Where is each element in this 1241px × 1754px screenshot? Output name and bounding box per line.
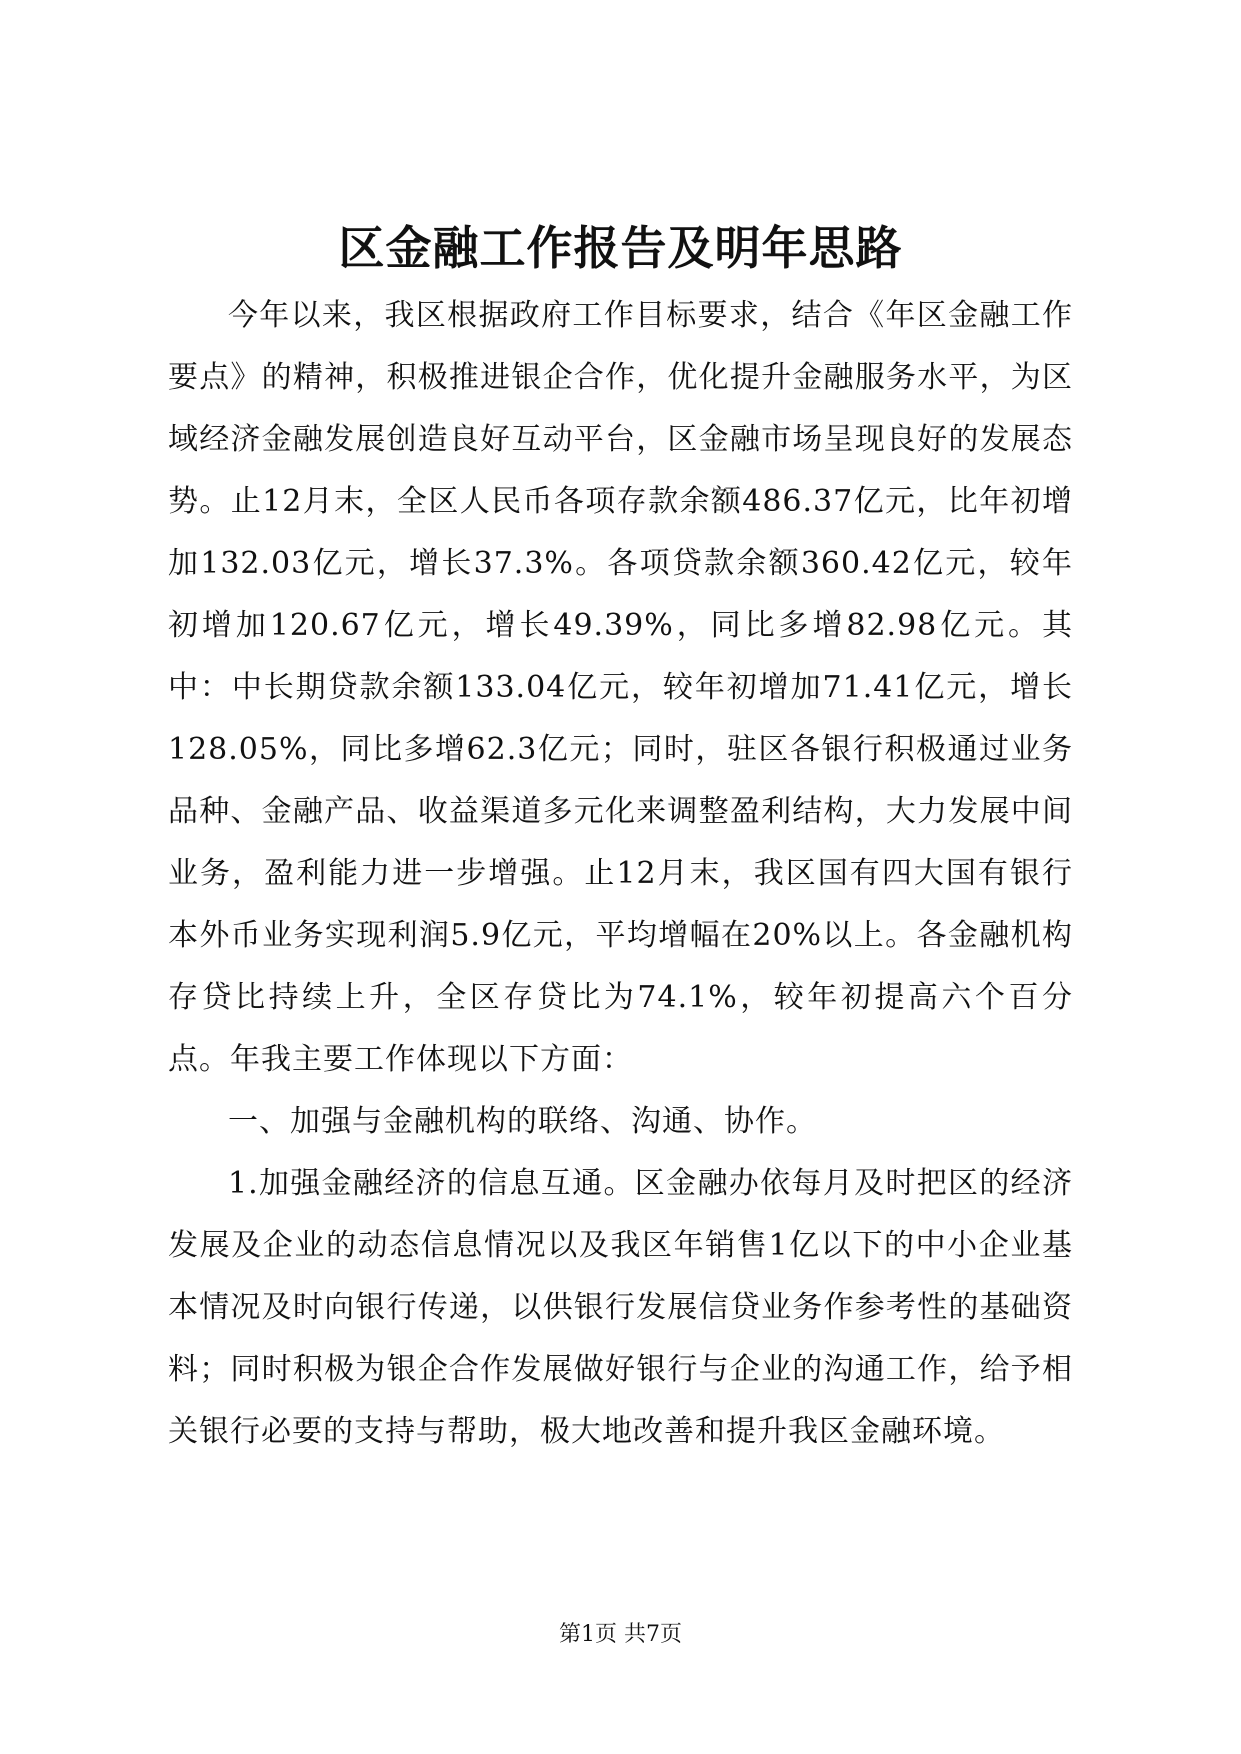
document-title: 区金融工作报告及明年思路 bbox=[338, 221, 903, 275]
document-body bbox=[168, 285, 1073, 1463]
paragraph-item-1: 1.加强金融经济的信息互通。区金融办依每月及时把区的经济发展及企业的动态信息情况以及我区年销售1亿以下的中小企业基本情况及时向银行传递，以供银行发展信贷业务作参考性的基础资料；同时积极为银企合作发展做好银行与企业的沟通工作，给予相关银行必要的支持与帮助，极大地改善和提升我区金融环境。 bbox=[168, 1166, 1073, 1449]
page-footer: 第1页 共7页 bbox=[559, 1622, 682, 1647]
section-heading-1: 一、加强与金融机构的联络、沟通、协作。 bbox=[228, 1104, 817, 1139]
paragraph-intro: 今年以来，我区根据政府工作目标要求，结合《年区金融工作要点》的精神，积极推进银企合作，优化提升金融服务水平，为区域经济金融发展创造良好互动平台，区金融市场呈现良好的发展态势。止12月末，全区人民币各项存款余额486.37亿元，比年初增加132.03亿元，增长37.3%。各项贷款余额360.42亿元，较年初增加120.67亿元，增长49.39%，同比多增82.98亿元。其中：中长期贷款余额133.04亿元，较年初增加71.41亿元，增长128.05%，同比多增62.3亿元；同时，驻区各银行积极通过业务品种、金融产品、收益渠道多元化来调整盈利结构，大力发展中间业务，盈利能力进一步增强。止12月末，我区国有四大国有银行本外币业务实现利润5.9亿元，平均增幅在20%以上。各金融机构存贷比持续上升，全区存贷比为74.1%，较年初提高六个百分点。年我主要工作体现以下方面： bbox=[168, 298, 1073, 1077]
